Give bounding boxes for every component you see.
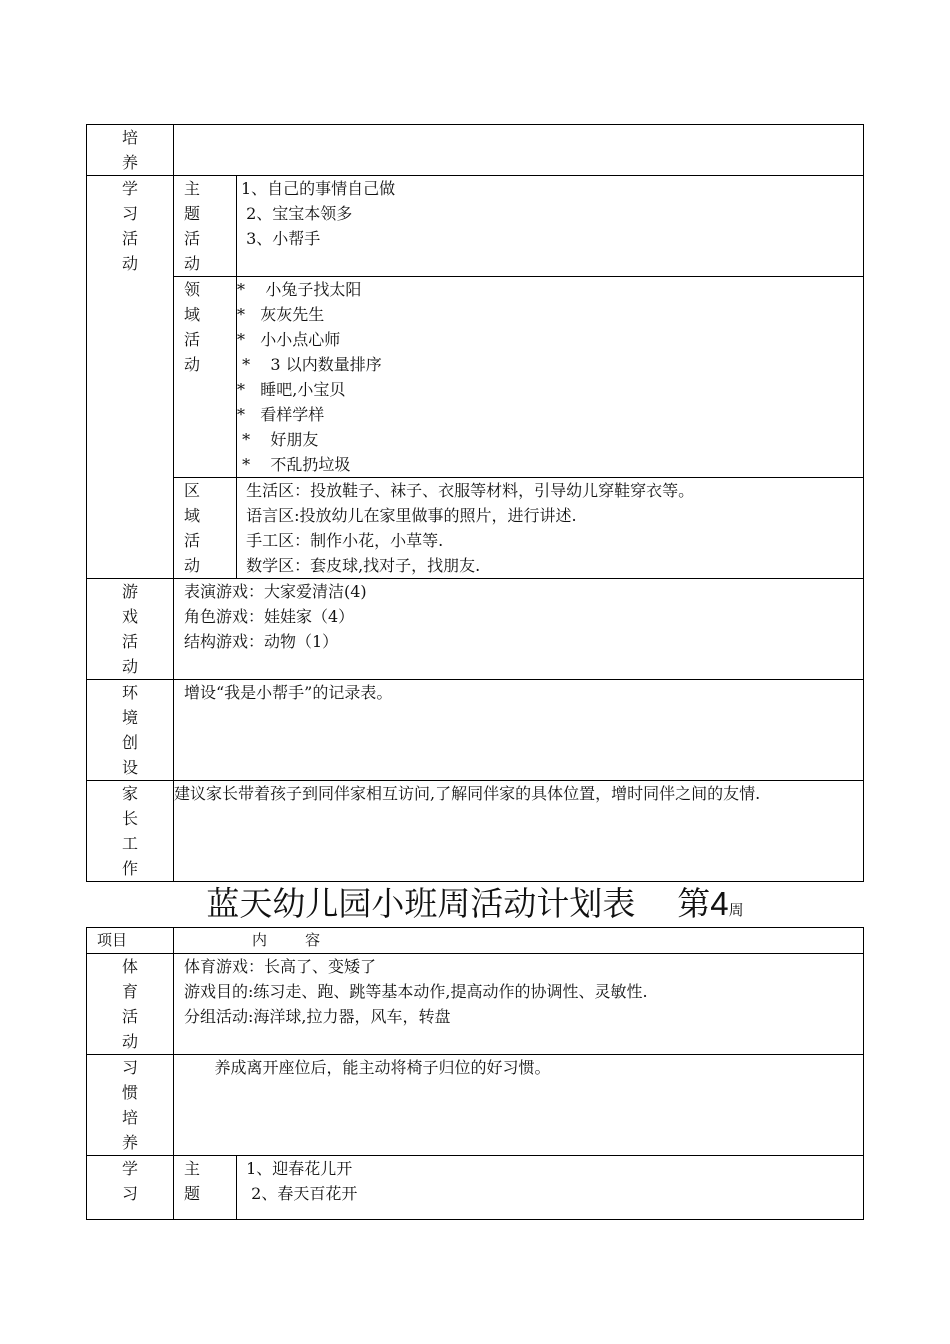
table-row: [87, 1055, 864, 1156]
table-row: [87, 1156, 864, 1220]
text-line: 体育游戏：长高了、变矮了: [184, 957, 377, 976]
text-line: 表演游戏：大家爱清洁(4): [184, 582, 367, 601]
list-item: * 小小点心师: [237, 330, 341, 349]
list-item: * 小兔子找太阳: [237, 280, 362, 299]
list-item: * 3 以内数量排序: [237, 355, 382, 374]
text-line: 分组活动:海洋球,拉力器，风车，转盘: [184, 1007, 451, 1026]
list-item: * 好朋友: [237, 430, 319, 449]
table-header-row: [87, 928, 864, 954]
table-row: [87, 954, 864, 1055]
text-line: 结构游戏：动物（1）: [184, 632, 339, 651]
row-label-study: 学 习: [87, 1156, 174, 1220]
table-row: [87, 176, 864, 277]
row-label-habit: 习 惯 培 养: [87, 1055, 174, 1156]
habit-content-cell: [174, 1055, 864, 1156]
sublabel-theme: 主 题 活 动: [174, 176, 237, 277]
text-line: 建议家长带着孩子到同伴家相互访问,了解同伴家的具体位置，增时同伴之间的友情.: [174, 784, 761, 803]
environment-content-cell: [174, 680, 864, 781]
parent-content-cell: [174, 781, 864, 882]
theme-content-cell: [237, 176, 864, 277]
row-label-pe: 体 育 活 动: [87, 954, 174, 1055]
domain-content-cell: [237, 277, 864, 478]
text-line: 1、迎春花儿开: [241, 1159, 353, 1178]
row-label-parent: 家 长 工 作: [87, 781, 174, 882]
text-line: 3、小帮手: [241, 229, 321, 248]
text-line: 生活区：投放鞋子、袜子、衣服等材料，引导幼儿穿鞋穿衣等。: [241, 481, 695, 500]
top-plan-table: [86, 124, 864, 882]
table-row: [87, 680, 864, 781]
header-item: 项目: [87, 928, 174, 954]
sublabel-area: 区 域 活 动: [174, 478, 237, 579]
page-title: 蓝天幼儿园小班周活动计划表 第4周: [206, 884, 744, 923]
pe-content-cell: [174, 954, 864, 1055]
header-content: 内 容: [174, 928, 864, 954]
text-line: 数学区：套皮球,找对子，找朋友.: [241, 556, 481, 575]
text-line: 增设“我是小帮手”的记录表。: [184, 683, 393, 702]
text-line: 2、春天百花开: [241, 1184, 358, 1203]
text-line: 养成离开座位后，能主动将椅子归位的好习惯。: [184, 1058, 551, 1077]
sublabel-theme: 主 题: [174, 1156, 237, 1220]
table-row: [87, 478, 864, 579]
row-label-environment: 环 境 创 设: [87, 680, 174, 781]
list-item: * 灰灰先生: [237, 305, 325, 324]
sublabel-domain: 领 域 活 动: [174, 277, 237, 478]
bottom-plan-table: [86, 927, 864, 1220]
text-line: 2、宝宝本领多: [241, 204, 353, 223]
list-item: * 不乱扔垃圾: [237, 455, 351, 474]
row-label-habit: 培 养: [87, 125, 174, 176]
text-line: 1、自己的事情自己做: [241, 179, 396, 198]
list-item: * 睡吧,小宝贝: [237, 380, 346, 399]
text-line: 角色游戏：娃娃家（4）: [184, 607, 355, 626]
row-label-study: 学 习 活 动: [87, 176, 174, 579]
theme-content-cell: [237, 1156, 864, 1220]
habit-content-cell: [174, 125, 864, 176]
row-label-game: 游 戏 活 动: [87, 579, 174, 680]
text-line: 手工区：制作小花，小草等.: [241, 531, 444, 550]
text-line: 游戏目的:练习走、跑、跳等基本动作,提高动作的协调性、灵敏性.: [184, 982, 648, 1001]
table-row: [87, 125, 864, 176]
table-row: [87, 781, 864, 882]
area-content-cell: [237, 478, 864, 579]
list-item: * 看样学样: [237, 405, 325, 424]
game-content-cell: [174, 579, 864, 680]
text-line: 语言区:投放幼儿在家里做事的照片，进行讲述.: [241, 506, 577, 525]
table-row: [87, 277, 864, 478]
table-row: [87, 579, 864, 680]
